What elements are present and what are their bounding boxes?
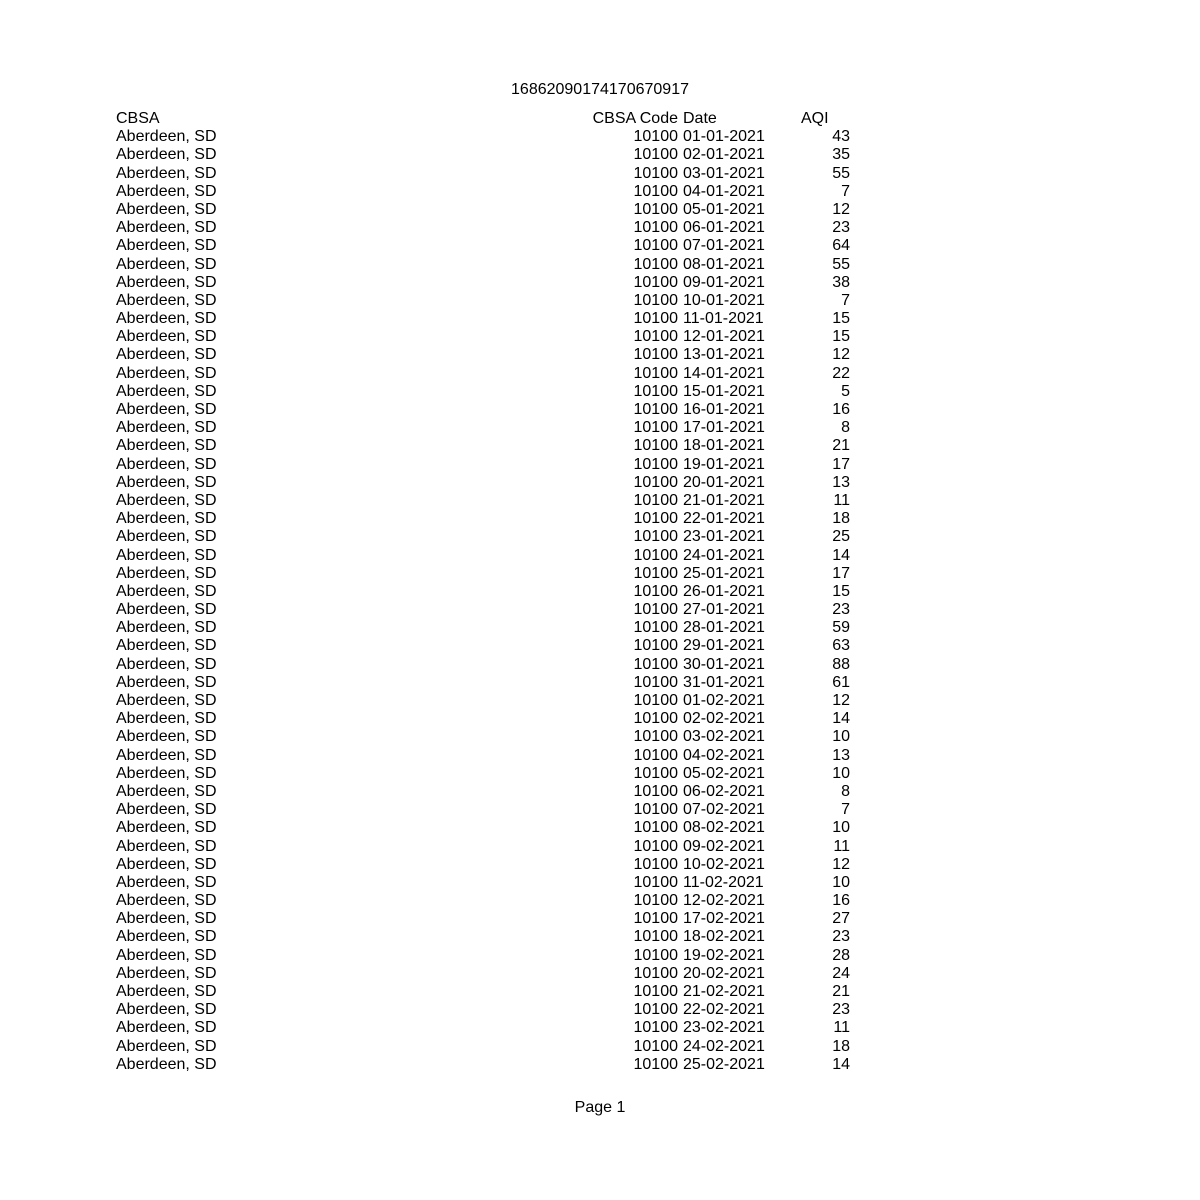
cell-cbsa: Aberdeen, SD	[116, 473, 217, 491]
cell-aqi: 22	[832, 364, 850, 382]
cell-aqi: 13	[832, 746, 850, 764]
cell-date: 28-01-2021	[683, 619, 765, 637]
cell-cbsa-code: 10100	[633, 692, 678, 709]
table-row	[116, 165, 856, 183]
cell-date: 04-02-2021	[683, 746, 765, 764]
table-row	[116, 528, 856, 546]
cell-aqi: 55	[832, 255, 850, 273]
cell-cbsa: Aberdeen, SD	[116, 346, 217, 364]
cell-cbsa: Aberdeen, SD	[116, 928, 217, 946]
cell-date: 25-02-2021	[683, 1055, 765, 1073]
cell-aqi: 10	[832, 819, 850, 837]
cell-cbsa: Aberdeen, SD	[116, 455, 217, 473]
data-table	[116, 110, 856, 1074]
cell-aqi: 10	[832, 728, 850, 746]
table-row	[116, 874, 856, 892]
cell-cbsa-code: 10100	[633, 346, 678, 364]
cell-date: 04-01-2021	[683, 182, 765, 200]
column-header-cbsa: CBSA	[116, 110, 160, 127]
cell-cbsa-code: 10100	[633, 728, 678, 746]
cell-cbsa-code: 10100	[633, 528, 678, 546]
cell-aqi: 15	[832, 310, 850, 328]
cell-date: 22-02-2021	[683, 1001, 765, 1019]
cell-aqi: 11	[833, 1019, 850, 1037]
cell-aqi: 18	[832, 510, 850, 528]
cell-cbsa-code: 10100	[633, 764, 678, 782]
cell-cbsa-code: 10100	[633, 819, 678, 837]
table-row	[116, 1001, 856, 1019]
cell-aqi: 18	[832, 1037, 850, 1055]
cell-cbsa-code: 10100	[633, 892, 678, 910]
cell-aqi: 23	[832, 928, 850, 946]
cell-cbsa-code: 10100	[633, 473, 678, 491]
table-header-row	[116, 110, 856, 128]
cell-aqi: 12	[832, 346, 850, 364]
table-row	[116, 437, 856, 455]
table-row	[116, 365, 856, 383]
table-row	[116, 219, 856, 237]
cell-cbsa: Aberdeen, SD	[116, 692, 217, 709]
table-row	[116, 838, 856, 856]
cell-aqi: 10	[832, 764, 850, 782]
cell-cbsa-code: 10100	[633, 364, 678, 382]
cell-aqi: 24	[832, 964, 850, 982]
cell-date: 03-01-2021	[683, 164, 765, 182]
cell-aqi: 21	[832, 983, 850, 1000]
table-row	[116, 1056, 856, 1074]
cell-cbsa-code: 10100	[633, 382, 678, 400]
cell-date: 14-01-2021	[683, 364, 765, 382]
table-row	[116, 747, 856, 765]
table-row	[116, 565, 856, 583]
table-row	[116, 983, 856, 1001]
cell-cbsa-code: 10100	[633, 437, 678, 455]
column-header-date: Date	[683, 110, 717, 127]
cell-aqi: 21	[832, 437, 850, 455]
table-row	[116, 710, 856, 728]
cell-cbsa-code: 10100	[633, 619, 678, 637]
cell-cbsa-code: 10100	[633, 291, 678, 309]
cell-aqi: 7	[841, 291, 850, 309]
cell-aqi: 12	[832, 855, 850, 873]
cell-cbsa-code: 10100	[633, 219, 678, 237]
cell-cbsa-code: 10100	[633, 910, 678, 928]
cell-cbsa-code: 10100	[633, 673, 678, 691]
cell-date: 03-02-2021	[683, 728, 765, 746]
cell-date: 21-02-2021	[683, 983, 765, 1000]
table-row	[116, 910, 856, 928]
table-row	[116, 401, 856, 419]
cell-cbsa: Aberdeen, SD	[116, 728, 217, 746]
table-row	[116, 692, 856, 710]
table-row	[116, 965, 856, 983]
cell-aqi: 63	[832, 637, 850, 655]
table-row	[116, 1038, 856, 1056]
cell-cbsa-code: 10100	[633, 510, 678, 528]
cell-aqi: 7	[841, 801, 850, 819]
cell-cbsa: Aberdeen, SD	[116, 146, 217, 164]
cell-cbsa-code: 10100	[633, 782, 678, 800]
cell-cbsa: Aberdeen, SD	[116, 1019, 217, 1037]
table-row	[116, 1019, 856, 1037]
cell-aqi: 15	[832, 328, 850, 346]
cell-cbsa: Aberdeen, SD	[116, 382, 217, 400]
cell-date: 01-02-2021	[683, 692, 765, 709]
table-row	[116, 583, 856, 601]
cell-date: 20-01-2021	[683, 473, 765, 491]
cell-cbsa-code: 10100	[633, 983, 678, 1000]
table-row	[116, 637, 856, 655]
cell-aqi: 43	[832, 128, 850, 146]
cell-cbsa-code: 10100	[633, 419, 678, 437]
page-title: 16862090174170670917	[511, 81, 689, 98]
cell-cbsa-code: 10100	[633, 801, 678, 819]
cell-date: 17-01-2021	[683, 419, 765, 437]
cell-cbsa-code: 10100	[633, 455, 678, 473]
cell-aqi: 23	[832, 219, 850, 237]
cell-aqi: 14	[832, 546, 850, 564]
cell-cbsa: Aberdeen, SD	[116, 782, 217, 800]
cell-cbsa: Aberdeen, SD	[116, 964, 217, 982]
cell-date: 10-02-2021	[683, 855, 765, 873]
table-row	[116, 237, 856, 255]
cell-aqi: 14	[832, 710, 850, 728]
cell-date: 07-01-2021	[683, 237, 765, 255]
cell-aqi: 5	[841, 382, 850, 400]
cell-date: 27-01-2021	[683, 601, 765, 619]
table-row	[116, 510, 856, 528]
cell-cbsa-code: 10100	[633, 237, 678, 255]
table-row	[116, 619, 856, 637]
cell-cbsa-code: 10100	[633, 128, 678, 146]
table-row	[116, 183, 856, 201]
cell-cbsa-code: 10100	[633, 928, 678, 946]
cell-cbsa: Aberdeen, SD	[116, 510, 217, 528]
cell-cbsa: Aberdeen, SD	[116, 983, 217, 1000]
cell-aqi: 10	[832, 873, 850, 891]
cell-cbsa-code: 10100	[633, 946, 678, 964]
cell-cbsa: Aberdeen, SD	[116, 1001, 217, 1019]
cell-cbsa-code: 10100	[633, 710, 678, 728]
cell-cbsa: Aberdeen, SD	[116, 710, 217, 728]
cell-aqi: 64	[832, 237, 850, 255]
table-row	[116, 201, 856, 219]
table-row	[116, 674, 856, 692]
cell-cbsa-code: 10100	[633, 837, 678, 855]
table-row	[116, 856, 856, 874]
cell-cbsa: Aberdeen, SD	[116, 564, 217, 582]
cell-aqi: 11	[833, 837, 850, 855]
cell-aqi: 61	[832, 673, 850, 691]
cell-date: 31-01-2021	[683, 673, 765, 691]
cell-cbsa-code: 10100	[633, 1019, 678, 1037]
cell-cbsa: Aberdeen, SD	[116, 419, 217, 437]
cell-date: 18-01-2021	[683, 437, 765, 455]
cell-cbsa-code: 10100	[633, 310, 678, 328]
cell-cbsa: Aberdeen, SD	[116, 873, 217, 891]
cell-date: 05-02-2021	[683, 764, 765, 782]
cell-cbsa: Aberdeen, SD	[116, 128, 217, 146]
cell-cbsa: Aberdeen, SD	[116, 219, 217, 237]
cell-cbsa: Aberdeen, SD	[116, 182, 217, 200]
table-row	[116, 801, 856, 819]
cell-cbsa: Aberdeen, SD	[116, 801, 217, 819]
cell-cbsa-code: 10100	[633, 164, 678, 182]
table-row	[116, 128, 856, 146]
cell-cbsa: Aberdeen, SD	[116, 291, 217, 309]
cell-aqi: 27	[832, 910, 850, 928]
cell-aqi: 16	[832, 401, 850, 418]
cell-aqi: 17	[832, 564, 850, 582]
cell-aqi: 38	[832, 273, 850, 291]
cell-date: 23-02-2021	[683, 1019, 765, 1037]
cell-date: 11-02-2021	[683, 873, 764, 891]
cell-cbsa-code: 10100	[633, 182, 678, 200]
table-row	[116, 256, 856, 274]
cell-cbsa-code: 10100	[633, 637, 678, 655]
cell-date: 25-01-2021	[683, 564, 765, 582]
cell-aqi: 35	[832, 146, 850, 164]
cell-aqi: 16	[832, 892, 850, 910]
table-row	[116, 601, 856, 619]
cell-cbsa-code: 10100	[633, 601, 678, 619]
cell-cbsa-code: 10100	[633, 964, 678, 982]
cell-cbsa: Aberdeen, SD	[116, 1055, 217, 1073]
cell-cbsa-code: 10100	[633, 255, 678, 273]
cell-aqi: 12	[832, 692, 850, 709]
cell-cbsa-code: 10100	[633, 873, 678, 891]
cell-date: 12-01-2021	[683, 328, 765, 346]
cell-cbsa: Aberdeen, SD	[116, 837, 217, 855]
cell-cbsa-code: 10100	[633, 273, 678, 291]
cell-date: 11-01-2021	[683, 310, 764, 328]
column-header-aqi: AQI	[801, 110, 829, 127]
table-row	[116, 419, 856, 437]
table-row	[116, 765, 856, 783]
cell-date: 24-01-2021	[683, 546, 765, 564]
cell-cbsa-code: 10100	[633, 546, 678, 564]
cell-date: 07-02-2021	[683, 801, 765, 819]
cell-date: 05-01-2021	[683, 200, 765, 218]
cell-cbsa-code: 10100	[633, 564, 678, 582]
table-row	[116, 474, 856, 492]
cell-aqi: 23	[832, 1001, 850, 1019]
cell-date: 08-02-2021	[683, 819, 765, 837]
cell-aqi: 7	[841, 182, 850, 200]
cell-cbsa: Aberdeen, SD	[116, 619, 217, 637]
table-row	[116, 146, 856, 164]
cell-cbsa-code: 10100	[633, 1001, 678, 1019]
table-body	[116, 128, 856, 1074]
table-row	[116, 383, 856, 401]
table-row	[116, 656, 856, 674]
cell-date: 16-01-2021	[683, 401, 765, 418]
cell-aqi: 8	[841, 419, 850, 437]
table-row	[116, 728, 856, 746]
table-row	[116, 783, 856, 801]
table-row	[116, 346, 856, 364]
cell-cbsa: Aberdeen, SD	[116, 546, 217, 564]
cell-cbsa-code: 10100	[633, 582, 678, 600]
cell-cbsa: Aberdeen, SD	[116, 164, 217, 182]
cell-aqi: 23	[832, 601, 850, 619]
cell-date: 29-01-2021	[683, 637, 765, 655]
cell-date: 09-01-2021	[683, 273, 765, 291]
cell-aqi: 59	[832, 619, 850, 637]
cell-aqi: 13	[832, 473, 850, 491]
cell-date: 02-02-2021	[683, 710, 765, 728]
table-row	[116, 892, 856, 910]
cell-date: 01-01-2021	[683, 128, 765, 146]
cell-cbsa: Aberdeen, SD	[116, 892, 217, 910]
cell-date: 18-02-2021	[683, 928, 765, 946]
cell-date: 17-02-2021	[683, 910, 765, 928]
cell-cbsa-code: 10100	[633, 855, 678, 873]
table-row	[116, 292, 856, 310]
page-number: Page 1	[574, 1099, 626, 1116]
cell-cbsa: Aberdeen, SD	[116, 364, 217, 382]
cell-aqi: 11	[833, 491, 850, 509]
cell-cbsa-code: 10100	[633, 491, 678, 509]
cell-date: 13-01-2021	[683, 346, 765, 364]
cell-cbsa: Aberdeen, SD	[116, 601, 217, 619]
cell-cbsa: Aberdeen, SD	[116, 401, 217, 418]
cell-aqi: 28	[832, 946, 850, 964]
cell-cbsa-code: 10100	[633, 328, 678, 346]
table-row	[116, 928, 856, 946]
cell-cbsa: Aberdeen, SD	[116, 946, 217, 964]
cell-date: 06-02-2021	[683, 782, 765, 800]
table-row	[116, 492, 856, 510]
cell-date: 06-01-2021	[683, 219, 765, 237]
cell-date: 19-02-2021	[683, 946, 765, 964]
cell-aqi: 88	[832, 655, 850, 673]
cell-cbsa: Aberdeen, SD	[116, 819, 217, 837]
cell-cbsa: Aberdeen, SD	[116, 200, 217, 218]
cell-cbsa: Aberdeen, SD	[116, 910, 217, 928]
cell-date: 19-01-2021	[683, 455, 765, 473]
cell-cbsa: Aberdeen, SD	[116, 655, 217, 673]
cell-cbsa: Aberdeen, SD	[116, 310, 217, 328]
cell-date: 20-02-2021	[683, 964, 765, 982]
cell-aqi: 8	[841, 782, 850, 800]
cell-date: 30-01-2021	[683, 655, 765, 673]
cell-date: 26-01-2021	[683, 582, 765, 600]
cell-cbsa-code: 10100	[633, 146, 678, 164]
cell-cbsa: Aberdeen, SD	[116, 255, 217, 273]
cell-cbsa-code: 10100	[633, 1055, 678, 1073]
table-row	[116, 819, 856, 837]
cell-cbsa: Aberdeen, SD	[116, 273, 217, 291]
cell-cbsa: Aberdeen, SD	[116, 746, 217, 764]
cell-date: 09-02-2021	[683, 837, 765, 855]
cell-cbsa: Aberdeen, SD	[116, 437, 217, 455]
cell-date: 23-01-2021	[683, 528, 765, 546]
cell-aqi: 55	[832, 164, 850, 182]
cell-cbsa: Aberdeen, SD	[116, 491, 217, 509]
cell-date: 10-01-2021	[683, 291, 765, 309]
cell-aqi: 15	[832, 582, 850, 600]
table-row	[116, 310, 856, 328]
cell-aqi: 12	[832, 200, 850, 218]
cell-cbsa: Aberdeen, SD	[116, 328, 217, 346]
cell-date: 08-01-2021	[683, 255, 765, 273]
cell-cbsa: Aberdeen, SD	[116, 582, 217, 600]
table-row	[116, 456, 856, 474]
cell-cbsa: Aberdeen, SD	[116, 855, 217, 873]
cell-cbsa: Aberdeen, SD	[116, 637, 217, 655]
column-header-cbsa-code: CBSA Code	[592, 110, 678, 127]
cell-date: 24-02-2021	[683, 1037, 765, 1055]
table-row	[116, 547, 856, 565]
cell-cbsa: Aberdeen, SD	[116, 673, 217, 691]
table-row	[116, 274, 856, 292]
cell-aqi: 17	[832, 455, 850, 473]
cell-cbsa-code: 10100	[633, 1037, 678, 1055]
cell-cbsa: Aberdeen, SD	[116, 1037, 217, 1055]
cell-cbsa-code: 10100	[633, 746, 678, 764]
cell-cbsa: Aberdeen, SD	[116, 528, 217, 546]
cell-date: 02-01-2021	[683, 146, 765, 164]
cell-cbsa-code: 10100	[633, 401, 678, 418]
cell-date: 15-01-2021	[683, 382, 765, 400]
cell-cbsa-code: 10100	[633, 655, 678, 673]
cell-date: 21-01-2021	[683, 491, 765, 509]
cell-aqi: 25	[832, 528, 850, 546]
cell-cbsa-code: 10100	[633, 200, 678, 218]
table-row	[116, 947, 856, 965]
cell-date: 22-01-2021	[683, 510, 765, 528]
cell-date: 12-02-2021	[683, 892, 765, 910]
table-row	[116, 328, 856, 346]
cell-cbsa: Aberdeen, SD	[116, 237, 217, 255]
cell-aqi: 14	[832, 1055, 850, 1073]
cell-cbsa: Aberdeen, SD	[116, 764, 217, 782]
